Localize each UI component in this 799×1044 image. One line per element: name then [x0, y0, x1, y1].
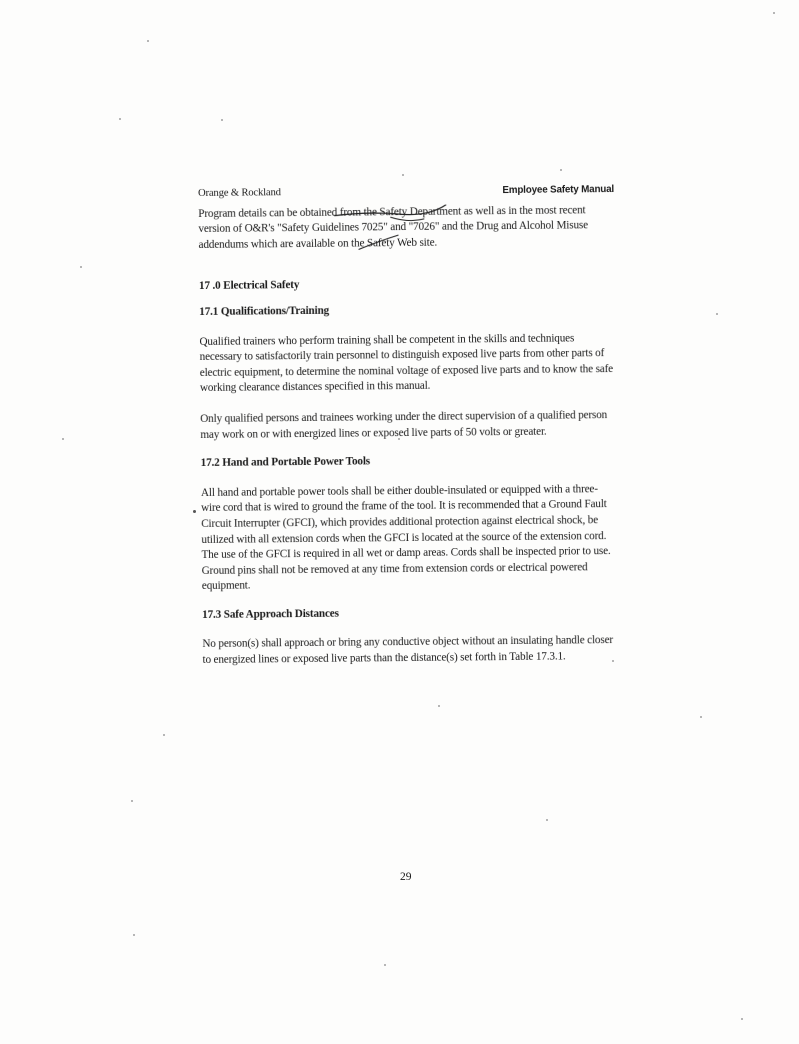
scan-speck	[163, 734, 165, 736]
paragraph-17-1-a: Qualified trainers who perform training shall be competent in the skills and techniques necessary to satisfactorily train personnel to distinguish exposed live parts from other parts of electric equipment, to determine the nominal voltage of exposed live parts and to know the safe working clearance distances specified in this manual.	[199, 331, 614, 395]
scan-speck	[62, 438, 64, 440]
scan-speck	[131, 800, 133, 802]
scan-speck	[438, 705, 440, 707]
header-company: Orange & Rockland	[198, 187, 281, 199]
intro-paragraph: Program details can be obtained from the Safety Department as well as in the most recent version of O&R's "Safety Guidelines 7025" and "7026" and the Drug and Alcohol Misuse addendums which are available on the Safety Web site.	[198, 203, 589, 251]
document-body	[198, 182, 619, 669]
paragraph-17-3: No person(s) shall approach or bring any conductive object without an insulating handle closer to energized lines or exposed live parts than the distance(s) set forth in Table 17.3.1.	[202, 634, 614, 667]
scan-speck	[80, 266, 82, 268]
scan-speck	[560, 169, 562, 171]
page-number: 29	[400, 871, 412, 883]
scan-speck	[741, 1018, 743, 1020]
header-manual-title: Employee Safety Manual	[502, 184, 615, 197]
scan-speck	[119, 118, 121, 120]
scan-speck	[402, 174, 404, 176]
running-header	[198, 182, 614, 202]
heading-17-3: 17.3 Safe Approach Distances	[202, 607, 339, 621]
paragraph-17-2: All hand and portable power tools shall be either double-insulated or equipped with a three-wire cord that is wired to ground the frame of the tool. It is recommended that a Ground Fault Circuit Interrupter (GFCI), which provides additional protection against electrical shock, be utilized with all extension cords when the GFCI is located at the source of the extension cord. The use of the GFCI is required in all wet or damp areas. Cords shall be inspected prior to use. Ground pins shall not be removed at any time from extension cords or electrical powered equipment.	[200, 482, 611, 593]
scan-speck	[133, 934, 135, 936]
margin-mark	[193, 510, 196, 513]
scan-speck	[221, 119, 223, 121]
heading-17-2: 17.2 Hand and Portable Power Tools	[200, 455, 371, 470]
intro-block	[198, 203, 614, 254]
scan-speck	[147, 40, 149, 42]
scan-speck	[773, 12, 775, 14]
scan-speck	[546, 819, 548, 821]
scan-speck	[384, 964, 386, 966]
heading-17-1: 17.1 Qualifications/Training	[199, 304, 330, 318]
section-heading: 17 .0 Electrical Safety	[198, 279, 300, 293]
scan-speck	[716, 313, 718, 315]
paragraph-17-1-b: Only qualified persons and trainees working under the direct supervision of a qualified person may work on or with energized lines or exposed live parts of 50 volts or greater.	[200, 409, 608, 441]
scan-speck	[700, 716, 702, 718]
